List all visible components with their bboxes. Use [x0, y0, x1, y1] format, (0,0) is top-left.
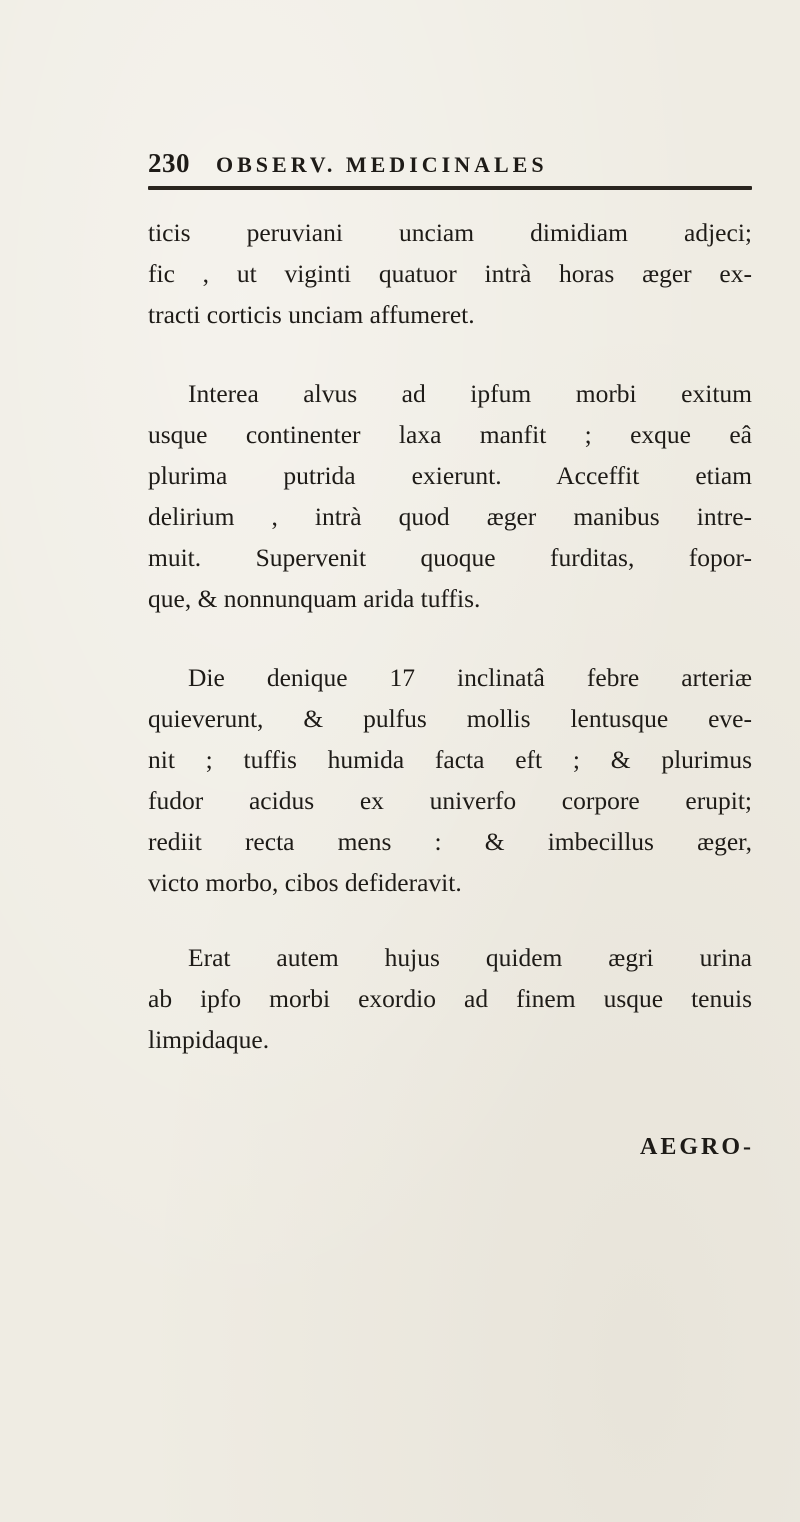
catchword: AEGRO-: [640, 1134, 754, 1160]
header-rule: [148, 186, 752, 190]
text-line: ab ipfo morbi exordio ad finem usque tenuis: [148, 984, 752, 1013]
text-line: rediit recta mens : & imbecillus æger,: [148, 827, 752, 856]
text-line: fic , ut viginti quatuor intrà horas æger ex-: [148, 259, 752, 288]
paragraph-2: [148, 373, 752, 619]
text-line: limpidaque.: [148, 1025, 270, 1054]
text-line: Interea alvus ad ipfum morbi exitum: [188, 379, 752, 408]
text-line: muit. Supervenit quoque furditas, fopor-: [148, 543, 752, 572]
text-line: ticis peruviani unciam dimidiam adjeci;: [148, 218, 752, 247]
text-line: Die denique 17 inclinatâ febre arteriæ: [188, 663, 752, 692]
text-line: fudor acidus ex univerfo corpore erupit;: [148, 786, 752, 815]
body-text: [148, 212, 752, 1060]
paragraph-gap: [148, 619, 752, 657]
running-head: [148, 148, 752, 184]
paragraph-3: [148, 657, 752, 903]
paragraph-4: [148, 937, 752, 1060]
text-line: nit ; tuffis humida facta eft ; & plurimus: [148, 745, 752, 774]
text-line: victo morbo, cibos defideravit.: [148, 868, 462, 897]
paragraph-1: [148, 212, 752, 335]
running-title: OBSERV. MEDICINALES: [216, 152, 548, 177]
text-line: usque continenter laxa manfit ; exque eâ: [148, 420, 752, 449]
text-line: delirium , intrà quod æger manibus intre-: [148, 502, 752, 531]
text-line: Erat autem hujus quidem ægri urina: [188, 943, 752, 972]
text-line: quieverunt, & pulfus mollis lentusque eve-: [148, 704, 752, 733]
text-line: plurima putrida exierunt. Acceffit etiam: [148, 461, 752, 490]
paragraph-gap: [148, 335, 752, 373]
page-number: 230: [148, 148, 190, 178]
paragraph-gap: [148, 903, 752, 937]
text-line: tracti corticis unciam affumeret.: [148, 300, 475, 329]
text-line: que, & nonnunquam arida tuffis.: [148, 584, 481, 613]
